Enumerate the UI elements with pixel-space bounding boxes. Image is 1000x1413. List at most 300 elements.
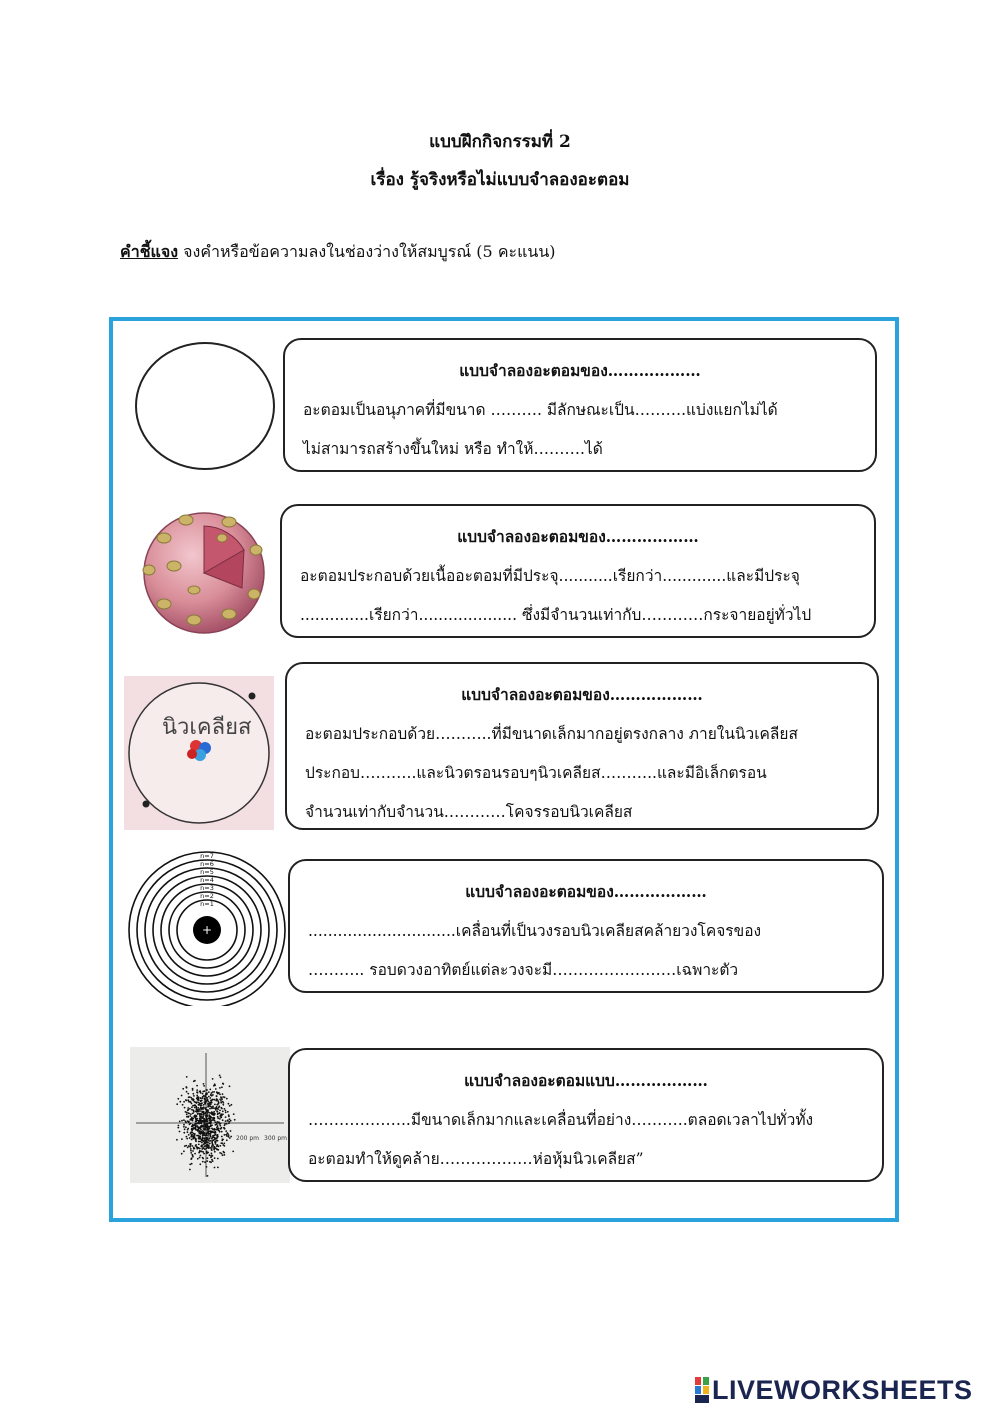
cloud-dot: [195, 1121, 197, 1123]
cloud-dot: [189, 1096, 191, 1098]
cloud-dot: [203, 1085, 205, 1087]
cloud-dot: [200, 1123, 202, 1125]
cloud-dot: [207, 1135, 209, 1137]
cloud-dot: [213, 1149, 215, 1151]
instructions-label: คำชี้แจง: [120, 242, 179, 261]
cloud-dot: [189, 1169, 191, 1171]
cloud-dot: [192, 1100, 194, 1102]
cloud-dot: [203, 1128, 205, 1130]
bohr-model-card: [288, 859, 884, 993]
cloud-dot: [206, 1089, 208, 1091]
card-line: ประกอบ………..และนิวตรอนรอบๆนิวเคลียส………..และมีอิเล็กตรอน: [305, 764, 767, 782]
cloud-dot: [196, 1085, 198, 1087]
cloud-dot: [209, 1143, 211, 1145]
cloud-dot: [225, 1130, 227, 1132]
cloud-dot: [198, 1109, 200, 1111]
cloud-dot: [198, 1135, 200, 1137]
dalton-model-card: [283, 338, 877, 472]
cloud-dot: [208, 1106, 210, 1108]
cloud-dot: [230, 1120, 232, 1122]
cloud-dot: [222, 1104, 224, 1106]
cloud-dot: [183, 1150, 185, 1152]
cloud-dot: [197, 1092, 199, 1094]
cloud-dot: [190, 1148, 192, 1150]
cloud-dot: [207, 1132, 209, 1134]
cloud-dot: [191, 1106, 193, 1108]
cloud-dot: [226, 1098, 228, 1100]
cloud-dot: [228, 1103, 230, 1105]
cloud-dot: [203, 1143, 205, 1145]
card-line: ………………..มีขนาดเล็กมากและเคลื่อนที่อย่าง………..ตลอดเวลาไปทั่วทั้ง: [308, 1111, 814, 1129]
cloud-dot: [225, 1110, 227, 1112]
cloud-dot: [197, 1096, 199, 1098]
cloud-dot: [220, 1128, 222, 1130]
cloud-dot: [217, 1146, 219, 1148]
cloud-dot: [200, 1155, 202, 1157]
cloud-dot: [181, 1153, 183, 1155]
cloud-dot: [213, 1118, 215, 1120]
cloud-dot: [213, 1114, 215, 1116]
cloud-dot: [222, 1119, 224, 1121]
cloud-dot: [211, 1143, 213, 1145]
card-title: แบบจำลองอะตอมของ………………: [459, 361, 701, 380]
cloud-dot: [226, 1135, 228, 1137]
orbit-level-label: n=6: [200, 860, 214, 868]
cloud-dot: [179, 1101, 181, 1103]
cloud-dot: [209, 1089, 211, 1091]
cloud-dot: [228, 1136, 230, 1138]
cloud-dot: [188, 1112, 190, 1114]
cloud-dot: [207, 1175, 209, 1177]
cloud-dot: [203, 1140, 205, 1142]
cloud-dot: [201, 1107, 203, 1109]
cloud-dot: [221, 1131, 223, 1133]
cloud-dot: [185, 1100, 187, 1102]
cloud-dot: [227, 1111, 229, 1113]
cloud-dot: [177, 1098, 179, 1100]
cloud-dot: [223, 1152, 225, 1154]
cloud-dot: [207, 1139, 209, 1141]
rutherford-model-image: [124, 676, 274, 830]
cloud-dot: [214, 1141, 216, 1143]
cloud-dot: [184, 1107, 186, 1109]
dalton-model-image: [132, 340, 278, 472]
cloud-dot: [207, 1123, 209, 1125]
cloud-dot: [194, 1153, 196, 1155]
cloud-dot: [213, 1111, 215, 1113]
cloud-dot: [199, 1151, 201, 1153]
cloud-dot: [210, 1131, 212, 1133]
cloud-dot: [189, 1143, 191, 1145]
cloud-dot: [203, 1104, 205, 1106]
cloud-dot: [232, 1151, 234, 1153]
card-title: แบบจำลองอะตอมของ………………: [465, 882, 707, 901]
cloud-dot: [185, 1111, 187, 1113]
cloud-dot: [214, 1120, 216, 1122]
cloud-dot: [217, 1158, 219, 1160]
cloud-dot: [214, 1121, 216, 1123]
cloud-dot: [206, 1144, 208, 1146]
cloud-dot: [184, 1145, 186, 1147]
cloud-dot: [229, 1105, 231, 1107]
cloud-dot: [222, 1083, 224, 1085]
cloud-dot: [213, 1091, 215, 1093]
cloud-dot: [219, 1087, 221, 1089]
cloud-dot: [225, 1116, 227, 1118]
cloud-dot: [223, 1143, 225, 1145]
cloud-dot: [196, 1095, 198, 1097]
cloud-dot: [194, 1080, 196, 1082]
cloud-dot: [215, 1138, 217, 1140]
cloud-dot: [179, 1121, 181, 1123]
cloud-dot: [215, 1100, 217, 1102]
cloud-dot: [201, 1142, 203, 1144]
cloud-dot: [204, 1137, 206, 1139]
cloud-dot: [206, 1137, 208, 1139]
cloud-dot: [218, 1130, 220, 1132]
rutherford-model-card: [285, 662, 879, 830]
cloud-dot: [202, 1093, 204, 1095]
cloud-dot: [220, 1117, 222, 1119]
cloud-dot: [214, 1167, 216, 1169]
cloud-dot: [199, 1133, 201, 1135]
cloud-dot: [224, 1134, 226, 1136]
cloud-dot: [219, 1099, 221, 1101]
cloud-dot: [203, 1119, 205, 1121]
cloud-dot: [216, 1123, 218, 1125]
cloud-dot: [203, 1131, 205, 1133]
cloud-dot: [198, 1102, 200, 1104]
cloud-dot: [206, 1119, 208, 1121]
cloud-dot: [192, 1093, 194, 1095]
orbit-level-label: n=4: [200, 876, 214, 884]
cloud-dot: [189, 1115, 191, 1117]
cloud-dot: [209, 1108, 211, 1110]
cloud-dot: [211, 1155, 213, 1157]
cloud-dot: [204, 1161, 206, 1163]
cloud-dot: [212, 1099, 214, 1101]
cloud-dot: [192, 1154, 194, 1156]
cloud-dot: [201, 1117, 203, 1119]
cloud-dot: [203, 1153, 205, 1155]
cloud-dot: [191, 1128, 193, 1130]
cloud-dot: [189, 1137, 191, 1139]
cloud-dot: [197, 1113, 199, 1115]
cloud-dot: [193, 1125, 195, 1127]
cloud-dot: [206, 1151, 208, 1153]
card-line: อะตอมประกอบด้วยเนื้ออะตอมที่มีประจุ...........เรียกว่า.............และมีประจุ: [300, 567, 800, 585]
cloud-dot: [231, 1104, 233, 1106]
cloud-dot: [207, 1129, 209, 1131]
cloud-dot: [224, 1128, 226, 1130]
cloud-dot: [202, 1151, 204, 1153]
cloud-dot: [228, 1122, 230, 1124]
card-line: อะตอมเป็นอนุภาคที่มีขนาด ………. มีลักษณะเป็น……….แบ่งแยกไม่ได้: [303, 401, 778, 419]
cloud-dot: [205, 1093, 207, 1095]
cloud-dot: [217, 1117, 219, 1119]
cloud-dot: [190, 1152, 192, 1154]
cloud-dot: [217, 1093, 219, 1095]
cloud-dot: [177, 1127, 179, 1129]
cloud-dot: [221, 1142, 223, 1144]
cloud-dot: [210, 1134, 212, 1136]
cloud-dot: [203, 1083, 205, 1085]
cloud-dot: [199, 1148, 201, 1150]
cloud-dot: [218, 1121, 220, 1123]
thomson-model-card: [280, 504, 876, 638]
cloud-dot: [217, 1167, 219, 1169]
cloud-dot: [198, 1144, 200, 1146]
cloud-dot: [198, 1130, 200, 1132]
cloud-dot: [206, 1113, 208, 1115]
cloud-dot: [181, 1095, 183, 1097]
cloud-dot: [192, 1150, 194, 1152]
cloud-dot: [187, 1107, 189, 1109]
cloud-dot: [222, 1138, 224, 1140]
cloud-dot: [224, 1123, 226, 1125]
worksheet-title: แบบฝึกกิจกรรมที่ 2: [429, 132, 571, 152]
cloud-dot: [221, 1108, 223, 1110]
cloud-dot: [209, 1138, 211, 1140]
cloud-dot: [211, 1138, 213, 1140]
cloud-dot: [216, 1121, 218, 1123]
cloud-dot: [206, 1160, 208, 1162]
cloud-dot: [199, 1163, 201, 1165]
cloud-dot: [207, 1099, 209, 1101]
cloud-dot: [214, 1107, 216, 1109]
cloud-dot: [219, 1145, 221, 1147]
cloud-dot: [193, 1148, 195, 1150]
cloud-dot: [189, 1108, 191, 1110]
cloud-dot: [218, 1105, 220, 1107]
cloud-dot: [187, 1131, 189, 1133]
cloud-dot: [229, 1085, 231, 1087]
cloud-dot: [209, 1147, 211, 1149]
cloud-dot: [176, 1103, 178, 1105]
cloud-axis-label-200: 200 pm: [236, 1135, 260, 1142]
cloud-dot: [228, 1134, 230, 1136]
cloud-dot: [210, 1122, 212, 1124]
cloud-dot: [208, 1091, 210, 1093]
cloud-dot: [207, 1120, 209, 1122]
cloud-dot: [207, 1104, 209, 1106]
cloud-dot: [191, 1126, 193, 1128]
cloud-dot: [197, 1111, 199, 1113]
liveworksheets-logo: [695, 1375, 973, 1406]
cloud-dot: [201, 1102, 203, 1104]
cloud-dot: [209, 1154, 211, 1156]
cloud-dot: [224, 1108, 226, 1110]
cloud-dot: [216, 1148, 218, 1150]
cloud-dot: [209, 1097, 211, 1099]
cloud-dot: [216, 1110, 218, 1112]
card-title: แบบจำลองอะตอมแบบ………………: [464, 1071, 708, 1090]
cloud-dot: [197, 1158, 199, 1160]
instructions-text: จงคำหรือข้อความลงในช่องว่างให้สมบูรณ์ (5 คะแนน): [178, 242, 556, 261]
cloud-dot: [195, 1138, 197, 1140]
bohr-model-image: [128, 846, 288, 1006]
cloud-dot: [186, 1114, 188, 1116]
cloud-dot: [192, 1145, 194, 1147]
cloud-dot: [209, 1102, 211, 1104]
cloud-dot: [208, 1140, 210, 1142]
cloud-dot: [222, 1096, 224, 1098]
cloud-dot: [186, 1087, 188, 1089]
cloud-dot: [205, 1145, 207, 1147]
cloud-dot: [208, 1126, 210, 1128]
card-title: แบบจำลองอะตอมของ………………: [457, 527, 699, 546]
cloud-dot: [211, 1147, 213, 1149]
orbit-level-label: n=5: [200, 868, 214, 876]
card-line: ไม่สามารถสร้างขึ้นใหม่ หรือ ทำให้……….ได้: [303, 440, 603, 458]
cloud-dot: [202, 1137, 204, 1139]
cloud-dot: [192, 1156, 194, 1158]
cloud-dot: [218, 1123, 220, 1125]
cloud-dot: [203, 1111, 205, 1113]
nucleus-plus-sign: +: [201, 923, 213, 937]
cloud-dot: [211, 1149, 213, 1151]
cloud-dot: [211, 1153, 213, 1155]
cloud-dot: [196, 1147, 198, 1149]
cloud-dot: [185, 1120, 187, 1122]
cloud-dot: [190, 1158, 192, 1160]
cloud-dot: [199, 1157, 201, 1159]
cloud-dot: [222, 1093, 224, 1095]
cloud-dot: [234, 1119, 236, 1121]
card-line: ..............เรียกว่า.................... ซึ่งมีจำนวนเท่ากับ…………กระจายอยู่ทั่วไป: [300, 606, 812, 624]
cloud-dot: [209, 1161, 211, 1163]
cloud-dot: [186, 1076, 188, 1078]
cloud-dot: [195, 1125, 197, 1127]
cloud-dot: [217, 1134, 219, 1136]
cloud-dot: [207, 1147, 209, 1149]
cloud-dot: [221, 1086, 223, 1088]
cloud-dot: [211, 1112, 213, 1114]
cloud-dot: [196, 1102, 198, 1104]
cloud-dot: [230, 1136, 232, 1138]
cloud-dot: [211, 1119, 213, 1121]
cloud-dot: [208, 1096, 210, 1098]
cloud-dot: [221, 1136, 223, 1138]
cloud-dot: [200, 1131, 202, 1133]
card-line: ..............................เคลื่อนที่เป็นวงรอบนิวเคลียสคล้ายวงโคจรของ: [308, 922, 762, 940]
cloud-dot: [191, 1136, 193, 1138]
cloud-dot: [211, 1092, 213, 1094]
cloud-dot: [214, 1151, 216, 1153]
cloud-dot: [214, 1132, 216, 1134]
cloud-dot: [193, 1135, 195, 1137]
cloud-dot: [190, 1150, 192, 1152]
electron-cloud-image: [130, 1047, 290, 1183]
cloud-dot: [216, 1108, 218, 1110]
cloud-dot: [212, 1078, 214, 1080]
cloud-dot: [194, 1122, 196, 1124]
cloud-dot: [198, 1098, 200, 1100]
cloud-dot: [193, 1111, 195, 1113]
cloud-dot: [201, 1119, 203, 1121]
cloud-dot: [187, 1109, 189, 1111]
cloud-dot: [182, 1104, 184, 1106]
liveworksheets-mark-icon: [695, 1377, 709, 1403]
cloud-dot: [186, 1091, 188, 1093]
cloud-dot: [200, 1129, 202, 1131]
cloud-dot: [205, 1107, 207, 1109]
cloud-dot: [221, 1098, 223, 1100]
cloud-dot: [202, 1158, 204, 1160]
cloud-dot: [210, 1094, 212, 1096]
cloud-dot: [212, 1107, 214, 1109]
cloud-dot: [210, 1116, 212, 1118]
cloud-dot: [214, 1099, 216, 1101]
cloud-dot: [190, 1113, 192, 1115]
cloud-dot: [200, 1092, 202, 1094]
cloud-dot: [196, 1108, 198, 1110]
cloud-dot: [200, 1100, 202, 1102]
cloud-dot: [204, 1096, 206, 1098]
cloud-dot: [191, 1134, 193, 1136]
cloud-dot: [224, 1145, 226, 1147]
cloud-dot: [222, 1101, 224, 1103]
cloud-dot: [201, 1105, 203, 1107]
orbit-level-label: n=1: [200, 900, 214, 908]
cloud-dot: [215, 1088, 217, 1090]
cloud-dot: [186, 1136, 188, 1138]
cloud-dot: [227, 1119, 229, 1121]
worksheet-subtitle: เรื่อง รู้จริงหรือไม่แบบจำลองอะตอม: [370, 170, 630, 190]
cloud-dot: [202, 1091, 204, 1093]
cloud-dot: [190, 1131, 192, 1133]
cloud-dot: [230, 1130, 232, 1132]
card-line: อะตอมทำให้ดูคล้าย………………ห่อหุ้มนิวเคลียส”: [308, 1150, 644, 1168]
cloud-dot: [189, 1146, 191, 1148]
cloud-dot: [210, 1119, 212, 1121]
cloud-dot: [224, 1154, 226, 1156]
cloud-dot: [216, 1104, 218, 1106]
cloud-dot: [213, 1085, 215, 1087]
cloud-dot: [207, 1157, 209, 1159]
cloud-dot: [190, 1101, 192, 1103]
cloud-dot: [217, 1125, 219, 1127]
cloud-dot: [226, 1132, 228, 1134]
cloud-dot: [200, 1110, 202, 1112]
cloud-dot: [187, 1116, 189, 1118]
cloud-dot: [207, 1110, 209, 1112]
cloud-dot: [198, 1128, 200, 1130]
cloud-dot: [200, 1117, 202, 1119]
cloud-dot: [219, 1118, 221, 1120]
cloud-dot: [195, 1144, 197, 1146]
cloud-dot: [200, 1097, 202, 1099]
cloud-dot: [226, 1123, 228, 1125]
card-title: แบบจำลองอะตอมของ………………: [461, 685, 703, 704]
cloud-dot: [202, 1125, 204, 1127]
cloud-dot: [209, 1112, 211, 1114]
cloud-dot: [183, 1132, 185, 1134]
cloud-dot: [211, 1106, 213, 1108]
cloud-dot: [183, 1101, 185, 1103]
cloud-dot: [219, 1125, 221, 1127]
cloud-dot: [203, 1134, 205, 1136]
cloud-dot: [225, 1120, 227, 1122]
cloud-dot: [202, 1161, 204, 1163]
cloud-dot: [194, 1105, 196, 1107]
cloud-dot: [183, 1124, 185, 1126]
cloud-dot: [205, 1127, 207, 1129]
cloud-dot: [201, 1145, 203, 1147]
cloud-axis-label-300: 300 pm: [264, 1135, 288, 1142]
cloud-dot: [179, 1131, 181, 1133]
cloud-dot: [221, 1115, 223, 1117]
